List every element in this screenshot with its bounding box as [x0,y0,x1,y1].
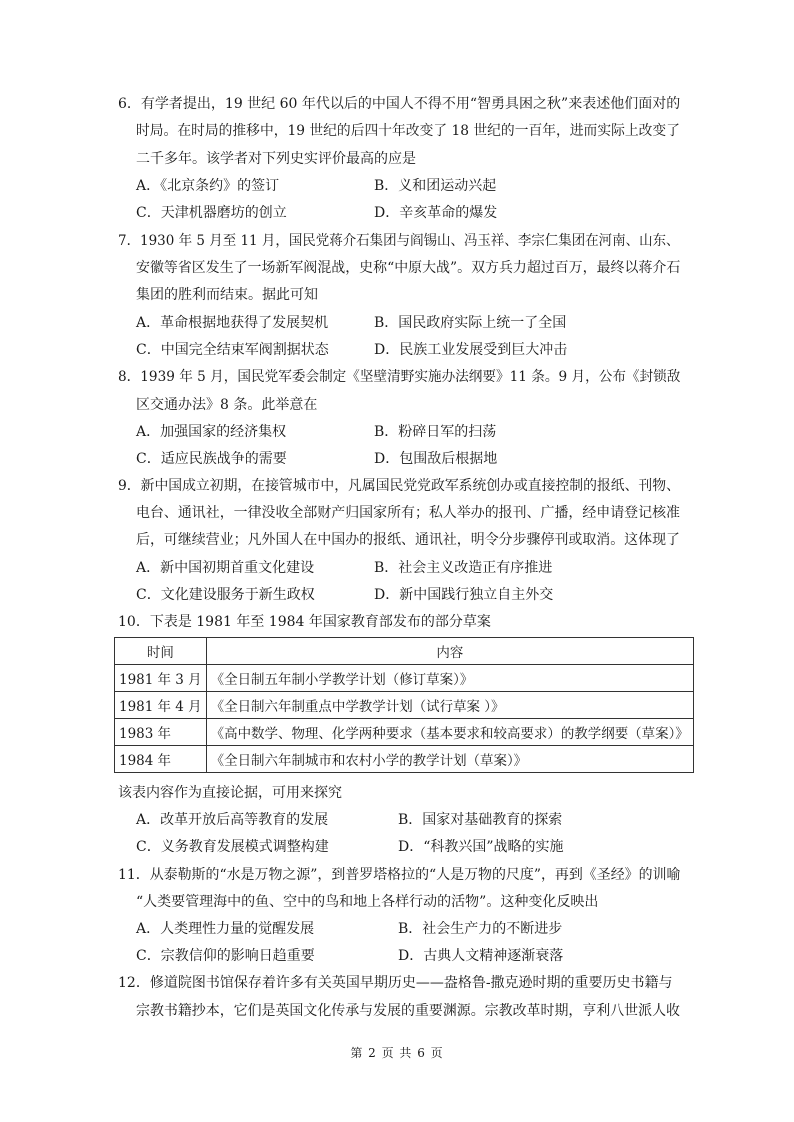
q9-line-2: 电台、通讯社，一律没收全部财产归国家所有；私人举办的报刊、广播，经申请登记核准 [136,505,680,521]
table-header-row [115,638,694,665]
education-plan-table [114,637,694,773]
q12-line-2: 宗教书籍抄本，它们是英国文化传承与发展的重要渊源。宗教改革时期，亨利八世派人收 [136,1003,680,1019]
q9-option-d: D．新中国践行独立自主外交 [374,587,554,603]
table-cell-content: 《全日制六年制城市和农村小学的教学计划（草案）》 [206,746,693,773]
q7-line-3: 集团的胜利而结束。据此可知 [136,287,318,303]
q10-intro: 10．下表是 1981 年至 1984 年国家教育部发布的部分草案 [118,614,491,630]
q12-line-1: 12．修道院图书馆保存着许多有关英国早期历史——盎格鲁-撒克逊时期的重要历史书籍与 [118,975,673,991]
table-cell-content: 《全日制五年制小学教学计划（修订草案）》 [206,665,693,692]
q9-option-a: A．新中国初期首重文化建设 [136,560,315,576]
table-row [115,692,694,719]
q6-option-d: D．辛亥革命的爆发 [374,205,498,221]
q10-option-d: D．“科教兴国”战略的实施 [398,839,564,855]
q11-option-a: A．人类理性力量的觉醒发展 [136,921,315,937]
q10-option-c: C．义务教育发展模式调整构建 [136,839,329,855]
table-cell-time: 1981 年 3 月 [115,665,207,692]
q11-option-d: D．古典人文精神逐渐衰落 [398,948,564,964]
q6-line-2: 时局。在时局的推移中，19 世纪的后四十年改变了 18 世纪的一百年，进而实际上改变了 [136,123,680,139]
q11-option-c: C．宗教信仰的影响日趋重要 [136,948,315,964]
table-row [115,665,694,692]
q7-line-2: 安徽等省区发生了一场新军阀混战，史称“中原大战”。双方兵力超过百万，最终以蒋介石 [136,260,681,276]
q7-option-b: B．国民政府实际上统一了全国 [374,315,567,331]
q7-option-c: C．中国完全结束军阀割据状态 [136,342,329,358]
q7-option-a: A．革命根据地获得了发展契机 [136,315,329,331]
q6-line-1: 6．有学者提出，19 世纪 60 年代以后的中国人不得不用“智勇具困之秋”来表述他们面对的 [118,96,681,112]
page-footer: 第 2 页 共 6 页 [350,1046,444,1060]
q9-option-b: B．社会主义改造正有序推进 [374,560,553,576]
table-row [115,719,694,746]
q10-option-a: A．改革开放后高等教育的发展 [136,812,329,828]
q6-line-3: 二千多年。该学者对下列史实评价最高的应是 [136,151,416,167]
q11-line-2: “人类要管理海中的鱼、空中的鸟和地上各样行动的活物”。这种变化反映出 [136,894,599,910]
q11-option-b: B．社会生产力的不断进步 [398,921,563,937]
q11-line-1: 11．从泰勒斯的“水是万物之源”，到普罗塔格拉的“人是万物的尺度”，再到《圣经》的训喻 [118,867,681,883]
table-cell-content: 《全日制六年制重点中学教学计划（试行草案 ）》 [206,692,693,719]
q7-option-d: D．民族工业发展受到巨大冲击 [374,342,568,358]
table-cell-time: 1984 年 [115,746,207,773]
table-header-time: 时间 [115,638,207,665]
table-cell-time: 1981 年 4 月 [115,692,207,719]
table-header-content: 内容 [206,638,693,665]
q8-option-a: A．加强国家的经济集权 [136,424,287,440]
table-row [115,746,694,773]
q6-option-b: B．义和团运动兴起 [374,178,497,194]
table-cell-content: 《高中数学、物理、化学两种要求（基本要求和较高要求）的教学纲要（草案）》 [206,719,693,746]
q10-stem: 该表内容作为直接论据，可用来探究 [118,785,342,801]
q8-option-c: C．适应民族战争的需要 [136,451,287,467]
table-cell-time: 1983 年 [115,719,207,746]
q8-option-d: D．包围敌后根据地 [374,451,498,467]
q9-line-1: 9．新中国成立初期，在接管城市中，凡属国民党党政军系统创办或直接控制的报纸、刊物、 [118,478,680,494]
q6-option-a: A．《北京条约》的签订 [136,178,280,194]
q8-option-b: B．粉碎日军的扫荡 [374,424,497,440]
q8-line-1: 8．1939 年 5 月，国民党军委会制定《坚壁清野实施办法纲要》11 条。9 月，公布《封锁敌 [118,369,681,385]
q9-line-3: 后，可继续营业；凡外国人在中国办的报纸、通讯社，明令分步骤停刊或取消。这体现了 [136,532,680,548]
q9-option-c: C．文化建设服务于新生政权 [136,587,315,603]
q8-line-2: 区交通办法》8 条。此举意在 [136,397,318,413]
q10-option-b: B．国家对基础教育的探索 [398,812,563,828]
q7-line-1: 7．1930 年 5 月至 11 月，国民党蒋介石集团与阎锡山、冯玉祥、李宗仁集团在河南、山东、 [118,233,680,249]
q6-option-c: C．天津机器磨坊的创立 [136,205,287,221]
